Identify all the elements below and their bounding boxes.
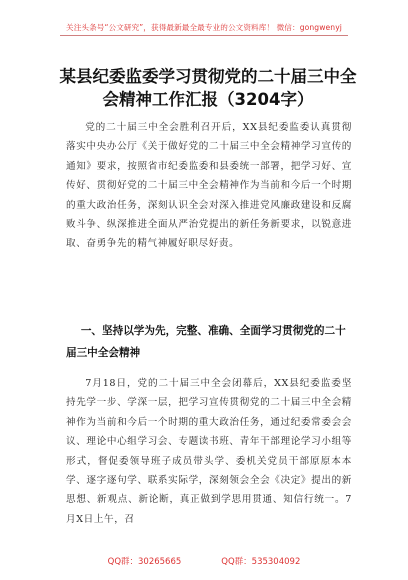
header-divider: [60, 35, 348, 36]
footer-qq-group-1: QQ群：30265665: [107, 557, 182, 567]
intro-paragraph: 党的二十届三中全会胜利召开后，XX县纪委监委认真贯彻落实中央办公厅《关于做好党的二十届三中全会精神学习宣传的通知》要求，按照省市纪委监委和县委统一部署，把学习好、宣传好、贯彻好党的二十届三中全会精神作为当前和今后一个时期的重大政治任务，深刻认识全会对深入推进党风廉政建设和反腐败斗争、纵深推进全面从严治党提出的新任务新要求，以锐意进取、奋勇争先的精气神履好职尽好责。: [66, 122, 352, 250]
document-title: 某县纪委监委学习贯彻党的二十届三中全会精神工作汇报（3204字）: [59, 67, 357, 109]
section-heading-1: 一、坚持以学为先，完整、准确、全面学习贯彻党的二十届三中全会精神: [66, 325, 346, 359]
footer-qq-group-2: QQ群：535304092: [221, 557, 301, 567]
section-1-paragraph: 7月18日，党的二十届三中全会闭幕后，XX县纪委监委坚持先学一步、学深一层，把学习宣传贯彻党的二十届三中全会精神作为当前和今后一个时期的重大政治任务，通过纪委常委会会议、理论中心组学习会、专题读书班、青年干部理论学习小组等形式，督促委领导班子成员带头学、委机关党员干部原原本本学、逐字逐句学、联系实际学，深刻领会全会《决定》提出的新思想、新观点、新论断，真正做到学思用贯通、知信行统一。7月X日上午，召: [66, 378, 352, 525]
footer-contact: [0, 555, 408, 567]
header-promo-note: 关注头条号“公文研究”，获得最新最全最专业的公文资料库！ 微信：gongwenyj: [66, 23, 342, 32]
